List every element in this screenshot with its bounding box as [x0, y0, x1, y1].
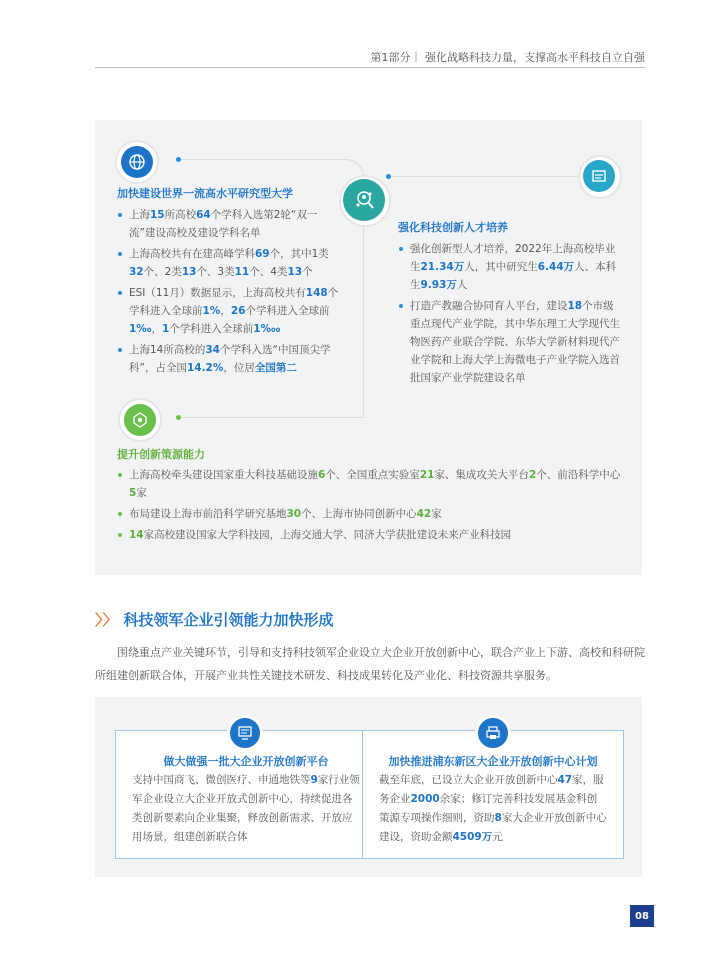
highlight-number: 1‱ — [253, 323, 281, 335]
text-run: 个学科入选“中国顶尖学科”，占全国 — [129, 344, 331, 374]
text-run: 家大企业开放创新中心建设，资助金额 — [379, 812, 607, 843]
text-run: 强化创新型人才培养，2022年上海高校毕业生 — [410, 243, 616, 273]
text-run: 个 — [302, 266, 313, 278]
text-run: 个学科进入全球前 — [245, 305, 330, 317]
highlight-number: 1‰ — [129, 323, 152, 335]
marker-dot — [386, 174, 391, 179]
text-run: 个、3类 — [196, 266, 235, 278]
list-item — [117, 341, 342, 377]
highlight-number: 21.34万 — [420, 261, 465, 273]
list-item — [117, 505, 627, 523]
running-header: 第1部分｜ 强化战略科技力量，支撑高水平科技自立自强 — [370, 51, 645, 64]
connector-line — [388, 176, 583, 177]
list-item — [398, 240, 623, 294]
text-run: 上海14所高校的 — [129, 344, 206, 356]
section-title: 强化科技创新人才培养 — [398, 221, 508, 234]
text-run: 个学科入选第2轮“双一流”建设高校及建设学科名单 — [129, 209, 318, 239]
university-list — [117, 206, 342, 380]
section-heading-text: 科技领军企业引领能力加快形成 — [123, 611, 334, 629]
text-run: 个、2类 — [143, 266, 182, 278]
text-run: 家、集成攻关大平台 — [434, 469, 529, 481]
text-run: 家 — [136, 487, 147, 499]
highlight-number: 42 — [416, 508, 432, 520]
section-heading — [95, 609, 334, 630]
text-run: 余家；修订完善科技发展基金科创策源专项操作细则，资助 — [379, 793, 598, 824]
text-run: 个学科进入全球前 — [129, 287, 339, 317]
section-title: 加快建设世界一流高水平研究型大学 — [117, 187, 293, 200]
header-divider — [95, 67, 645, 68]
highlight-number: 13 — [287, 266, 303, 278]
highlight-number: 8 — [494, 812, 502, 824]
printer-icon — [475, 715, 511, 751]
highlight-number: 30 — [286, 508, 302, 520]
highlight-number: 148 — [305, 287, 328, 299]
text-run: 元 — [492, 831, 503, 843]
highlight-number: 34 — [205, 344, 220, 356]
text-run: 个、上海市协同创新中心 — [301, 508, 417, 520]
highlight-number: 4509万 — [452, 831, 493, 843]
text-run: ESI（11月）数据显示，上海高校共有 — [129, 287, 306, 299]
text-run: 上海 — [129, 209, 150, 221]
highlight-number: 2000 — [410, 793, 440, 805]
intro-paragraph: 围绕重点产业关键环节，引导和支持科技领军企业设立大企业开放创新中心，联合产业上下游、高校和科研院所组建创新联合体，开展产业共性关键技术研发、科技成果转化及产业化、科技资源共享服务。 — [95, 646, 645, 682]
globe-icon — [121, 146, 153, 178]
highlight-number: 13 — [181, 266, 197, 278]
highlight-number: 26 — [230, 305, 246, 317]
text-run: 打造产教融合协同育人平台，建设 — [410, 300, 568, 312]
text-run: 家高校建设国家大学科技园，上海交通大学、同济大学获批建设未来产业科技园 — [143, 529, 512, 541]
section-title: 提升创新策源能力 — [117, 448, 205, 461]
text-run: 人、本科生 — [410, 261, 617, 291]
text-run: 个、全国重点实验室 — [325, 469, 420, 481]
text-run: ， — [151, 323, 162, 335]
list-item — [117, 245, 342, 281]
highlight-number: 6.44万 — [537, 261, 575, 273]
text-run: 支持中国商飞、微创医疗、申通地铁等 — [132, 774, 311, 786]
list-item — [117, 284, 342, 338]
text-run: 个、前沿科学中心 — [536, 469, 621, 481]
highlight-number: 64 — [196, 209, 211, 221]
text-run: ， — [220, 305, 231, 317]
report-icon — [583, 160, 615, 192]
text-run: 截至年底，已设立大企业开放创新中心 — [379, 774, 558, 786]
highlight-number: 14.2% — [186, 362, 224, 374]
highlight-number: 5 — [129, 487, 137, 499]
team-search-icon — [343, 179, 385, 221]
text-run: 布局建设上海市前沿科学研究基地 — [129, 508, 287, 520]
highlight-number: 6 — [318, 469, 326, 481]
highlight-number: 9 — [310, 774, 318, 786]
highlight-number: 47 — [557, 774, 573, 786]
text-run: 个，其中1类 — [269, 248, 329, 260]
highlight-number: 2 — [528, 469, 537, 481]
text-run: 人，其中研究生 — [464, 261, 538, 273]
card-title: 做大做强一批大企业开放创新平台 — [163, 755, 329, 768]
highlight-number: 69 — [255, 248, 270, 260]
card-title: 加快推进浦东新区大企业开放创新中心计划 — [388, 755, 598, 768]
highlight-number: 32 — [129, 266, 144, 278]
text-run: 人 — [456, 279, 468, 291]
highlight-number: 11 — [234, 266, 250, 278]
list-item — [117, 206, 342, 242]
highlight-number: 15 — [150, 209, 165, 221]
text-run: ，位居 — [223, 362, 255, 374]
text-run: 个学科进入全球前 — [169, 323, 254, 335]
highlight-number: 21 — [419, 469, 435, 481]
text-run: 个市级重点现代产业学院，其中华东理工大学现代生物医药产业联合学院、东华大学新材料现代产业学院和上海大学上海微电子产业学院入选首批国家产业学院建设名单 — [410, 300, 620, 384]
list-item — [117, 466, 627, 502]
highlight-number: 14 — [129, 529, 144, 541]
text-run: 上海高校牵头建设国家重大科技基础设施 — [129, 469, 318, 481]
text-run: 个、4类 — [249, 266, 288, 278]
network-icon — [124, 404, 156, 436]
connector-line — [178, 417, 363, 418]
text-run: 家行业领军企业设立大企业开放式创新中心，持续促进各类创新要素向企业集聚，释放创新需求、开放应用场景，组建创新联合体 — [132, 774, 360, 843]
text-run: 所高校 — [164, 209, 197, 221]
talent-list — [398, 240, 623, 390]
innovation-list — [117, 466, 627, 547]
page-number: 08 — [630, 905, 654, 927]
text-run: 上海高校共有在建高峰学科 — [129, 248, 255, 260]
marker-dot — [176, 157, 181, 162]
text-run: 家 — [431, 508, 442, 520]
highlight-number: 全国第二 — [254, 362, 297, 374]
highlight-number: 1 — [161, 323, 170, 335]
list-item — [117, 526, 627, 544]
list-item — [398, 297, 623, 387]
monitor-icon — [227, 715, 263, 751]
highlight-number: 1% — [202, 305, 221, 317]
chevron-icon: 〉〉 — [95, 611, 118, 629]
highlight-number: 9.93万 — [420, 279, 457, 291]
highlight-number: 18 — [567, 300, 583, 312]
text-run: 家，服务企业 — [379, 774, 604, 805]
card-body — [132, 771, 360, 847]
marker-dot — [176, 415, 181, 420]
card-body — [379, 771, 607, 847]
